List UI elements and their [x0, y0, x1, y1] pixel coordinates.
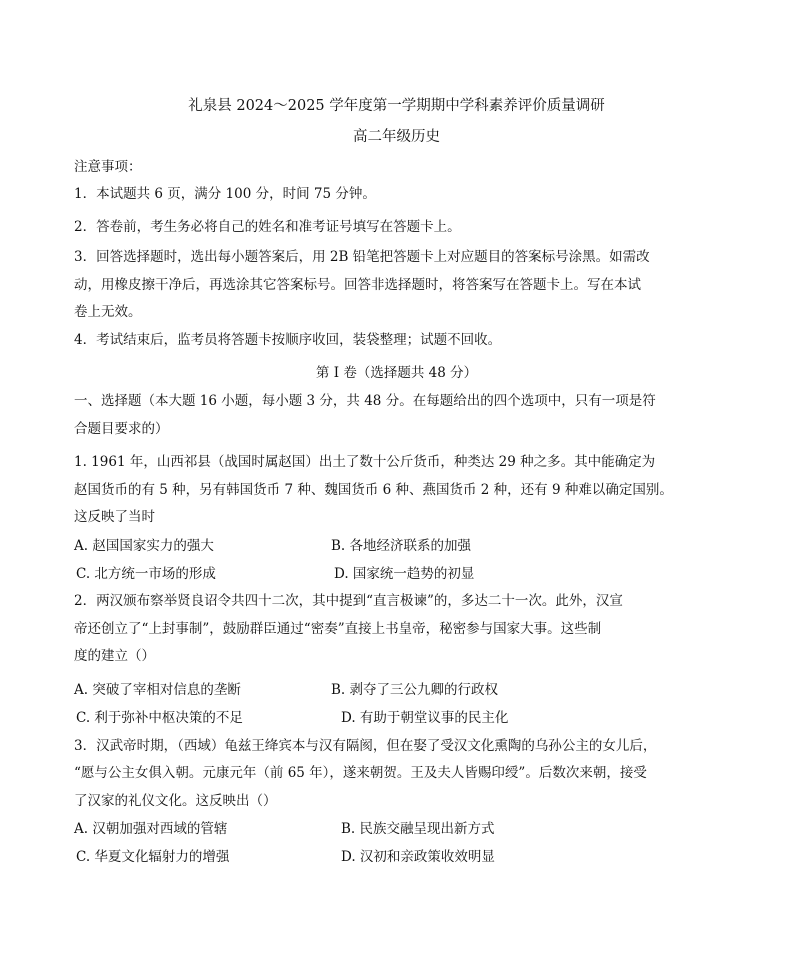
question-2-stem: 度的建立（）	[74, 648, 155, 664]
question-3-option-c: C. 华夏文化辐射力的增强	[76, 849, 230, 865]
question-2-option-c: C. 利于弥补中枢决策的不足	[76, 710, 243, 726]
question-1-stem: 这反映了当时	[74, 509, 155, 525]
question-1-stem: 赵国货币的有 5 种，另有韩国货币 7 种、魏国货币 6 种、燕国货币 2 种，还有 9 种难以确定国别。	[74, 482, 673, 498]
notice-item: 卷上无效。	[74, 304, 142, 320]
notice-heading: 注意事项：	[74, 159, 142, 175]
question-1-option-a: A. 赵国国家实力的强大	[74, 538, 214, 554]
question-3-stem: 3．汉武帝时期，（西域）龟兹王绛宾本与汉有隔阂，但在娶了受汉文化熏陶的乌孙公主的女儿后，	[74, 738, 657, 754]
question-1-option-d: D. 国家统一趋势的初显	[334, 566, 475, 582]
question-1-option-c: C. 北方统一市场的形成	[76, 566, 216, 582]
exam-title: 礼泉县 2024～2025 学年度第一学期期中学科素养评价质量调研	[188, 98, 605, 114]
section-intro: 一、选择题（本大题 16 小题，每小题 3 分，共 48 分。在每题给出的四个选项中，只有一项是符	[74, 393, 656, 409]
question-3-option-b: B. 民族交融呈现出新方式	[341, 821, 495, 837]
section-intro: 合题目要求的）	[74, 421, 169, 437]
question-3-option-a: A. 汉朝加强对西域的管辖	[74, 821, 228, 837]
notice-item: 1．本试题共 6 页，满分 100 分，时间 75 分钟。	[74, 186, 376, 202]
notice-item: 3．回答选择题时，选出每小题答案后，用 2B 铅笔把答题卡上对应题目的答案标号涂黑。如需改	[74, 249, 650, 265]
question-3-stem: 了汉家的礼仪文化。这反映出（）	[74, 793, 277, 809]
question-3-option-d: D. 汉初和亲政策收效明显	[341, 849, 495, 865]
question-2-option-a: A. 突破了宰相对信息的垄断	[74, 682, 241, 698]
question-2-stem: 帝还创立了“上封事制”，鼓励群臣通过“密奏”直接上书皇帝，秘密参与国家大事。这些制	[74, 621, 602, 637]
notice-item: 2．答卷前，考生务必将自己的姓名和准考证号填写在答题卡上。	[74, 219, 461, 235]
question-3-stem: “愿与公主女俱入朝。元康元年（前 65 年），遂来朝贺。王及夫人皆赐印绶”。后数次来朝，接受	[74, 765, 647, 781]
notice-item: 4．考试结束后，监考员将答题卡按顺序收回，装袋整理；试题不回收。	[74, 332, 502, 348]
notice-item: 动，用橡皮擦干净后，再选涂其它答案标号。回答非选择题时，将答案写在答题卡上。写在本试	[74, 277, 641, 293]
section-title: 第 I 卷（选择题共 48 分）	[315, 365, 478, 381]
question-1-option-b: B. 各地经济联系的加强	[331, 538, 472, 554]
question-2-stem: 2．两汉颁布察举贤良诏令共四十二次，其中提到“直言极谏”的，多达二十一次。此外，汉宣	[74, 593, 623, 609]
question-2-option-b: B. 剥夺了三公九卿的行政权	[331, 682, 499, 698]
question-2-option-d: D. 有助于朝堂议事的民主化	[341, 710, 509, 726]
exam-subtitle: 高二年级历史	[353, 129, 440, 145]
question-1-stem: 1. 1961 年，山西祁县（战国时属赵国）出土了数十公斤货币，种类达 29 种之多。其中能确定为	[74, 454, 656, 470]
